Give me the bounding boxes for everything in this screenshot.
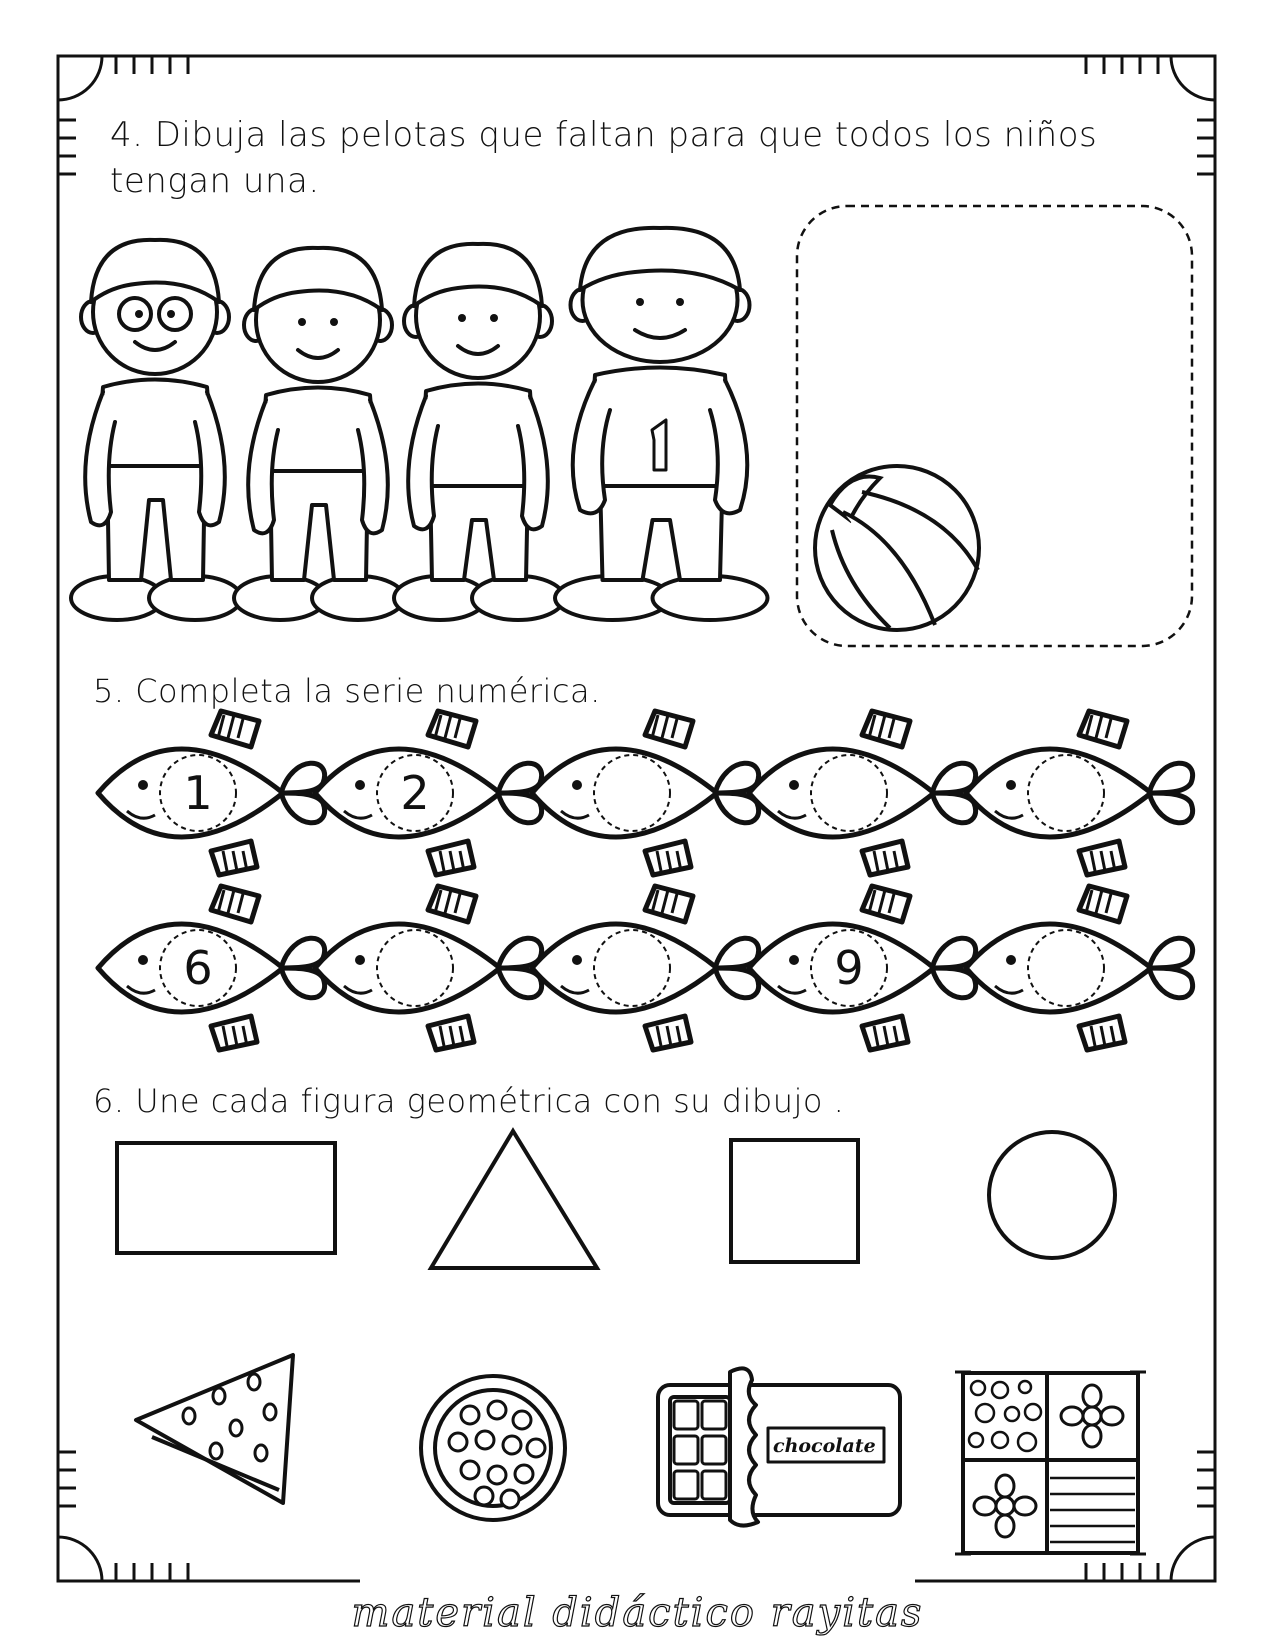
fish-number: 1: [183, 766, 213, 820]
fish-row2-3: [532, 886, 759, 1050]
circle-shape[interactable]: [989, 1132, 1115, 1258]
pizza-icon[interactable]: [421, 1376, 565, 1520]
fish-row2-2: [315, 886, 542, 1050]
child-4: [555, 228, 768, 620]
fish-row1-5: [966, 711, 1193, 875]
rectangle-shape[interactable]: [117, 1143, 335, 1253]
fish-number: 9: [834, 941, 864, 995]
footer-watermark: material didáctico rayitas: [351, 1590, 924, 1636]
child-2: [234, 248, 404, 620]
fish-row2-4: [749, 886, 976, 1050]
fish-row1-4: [749, 711, 976, 875]
question-4-instruction: 4. Dibuja las pelotas que faltan para que todos los niños tengan una.: [110, 115, 1098, 201]
fish-row1-1: [98, 711, 325, 875]
question-6-instruction: 6. Une cada figura geométrica con su dibujo .: [93, 1082, 845, 1120]
fish-row2-1: [98, 886, 325, 1050]
watermelon-slice-icon[interactable]: [136, 1355, 293, 1503]
child-1: [71, 240, 241, 620]
chocolate-bar-icon[interactable]: [658, 1368, 900, 1525]
fish-number: 6: [183, 941, 213, 995]
fish-row1-2: [315, 711, 542, 875]
question-5-instruction: 5. Completa la serie numérica.: [93, 672, 601, 710]
chocolate-label: chocolate: [773, 1435, 876, 1457]
triangle-shape[interactable]: [431, 1131, 597, 1268]
fish-row-2: [98, 886, 1193, 1050]
fish-number: 2: [400, 766, 430, 820]
fish-row2-5: [966, 886, 1193, 1050]
child-3: [394, 244, 564, 620]
fish-row1-3: [532, 711, 759, 875]
quilt-icon[interactable]: [955, 1372, 1146, 1554]
fish-row-1: [98, 711, 1193, 875]
beach-ball-icon: [815, 466, 979, 630]
square-shape[interactable]: [731, 1140, 858, 1262]
children-illustration: [71, 228, 768, 620]
